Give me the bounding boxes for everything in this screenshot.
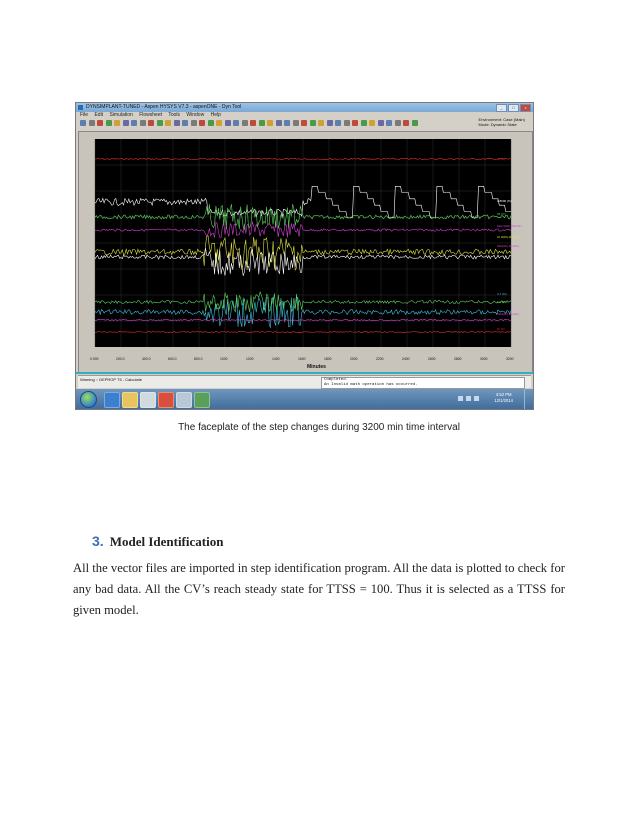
toolbar-button[interactable] (259, 120, 265, 126)
trend-label: Cf 2(00) (lbm/hr) (497, 235, 520, 239)
toolbar-button[interactable] (403, 120, 409, 126)
trend-label: 0.8000 (%) (497, 199, 512, 203)
toolbar-button[interactable] (284, 120, 290, 126)
toolbar-button[interactable] (123, 120, 129, 126)
log-line: Completed. (324, 378, 349, 382)
x-tick-label: 1600 (298, 357, 306, 361)
x-tick-label: 1000 (220, 357, 228, 361)
figure-caption: The faceplate of the step changes during 3200 min time interval (178, 422, 460, 433)
menu-edit[interactable]: Edit (94, 112, 104, 118)
toolbar-button[interactable] (412, 120, 418, 126)
toolbar-button[interactable] (361, 120, 367, 126)
toolbar-button[interactable] (233, 120, 239, 126)
toolbar-button[interactable] (344, 120, 350, 126)
toolbar-button[interactable] (335, 120, 341, 126)
start-button[interactable] (80, 391, 97, 408)
menu-tools[interactable]: Tools (168, 112, 181, 118)
document-icon[interactable] (176, 392, 192, 408)
x-tick-label: 1800 (324, 357, 332, 361)
x-tick-label: 1200 (246, 357, 254, 361)
x-tick-label: 2000 (350, 357, 358, 361)
environment-case: Environment: Case (Main) (478, 117, 525, 122)
tray-volume-icon[interactable] (474, 396, 479, 401)
media-player-icon[interactable] (140, 392, 156, 408)
close-button[interactable]: × (520, 104, 531, 112)
x-axis-label: Minutes (307, 364, 326, 370)
folder-icon[interactable] (122, 392, 138, 408)
x-tick-label: 2600 (428, 357, 436, 361)
menu-simulation[interactable]: Simulation (109, 112, 133, 118)
x-tick-label: 0.000 (90, 357, 99, 361)
toolbar-button[interactable] (140, 120, 146, 126)
toolbar-button[interactable] (386, 120, 392, 126)
windows-taskbar (76, 389, 533, 409)
environment-info (479, 117, 525, 127)
minimize-button[interactable]: _ (496, 104, 507, 112)
toolbar-button[interactable] (191, 120, 197, 126)
message-log (321, 377, 525, 389)
toolbar-button[interactable] (157, 120, 163, 126)
toolbar-button[interactable] (293, 120, 299, 126)
trend-label: Mwt(00) (lbm/hr) (497, 312, 520, 316)
strip-chart-panel (78, 131, 533, 373)
clock-date: 12/1/2014 (494, 398, 513, 403)
menu-bar (76, 112, 533, 119)
toolbar-button[interactable] (208, 120, 214, 126)
trend-label: 65 (%) (497, 212, 506, 216)
section-heading (92, 533, 223, 550)
trend-label: 45 (F) (497, 157, 506, 161)
x-tick-label: 2400 (402, 357, 410, 361)
toolbar-button[interactable] (148, 120, 154, 126)
toolbar-button[interactable] (89, 120, 95, 126)
menu-help[interactable]: Help (210, 112, 221, 118)
trend-label: Mwt(00) (lbm/hr) (497, 244, 520, 248)
toolbar-button[interactable] (182, 120, 188, 126)
toolbar-button[interactable] (97, 120, 103, 126)
toolbar-button[interactable] (106, 120, 112, 126)
x-tick-label: 2800 (454, 357, 462, 361)
horizontal-scrollbar[interactable] (76, 372, 533, 374)
toolbar-button[interactable] (352, 120, 358, 126)
toolbar-button[interactable] (199, 120, 205, 126)
hysys-icon[interactable] (194, 392, 210, 408)
x-tick-label: 800.0 (194, 357, 203, 361)
toolbar-button[interactable] (80, 120, 86, 126)
app-icon (78, 105, 83, 110)
menu-window[interactable]: Window (186, 112, 205, 118)
menu-file[interactable]: File (80, 112, 89, 118)
environment-mode: Mode: Dynamic State (478, 122, 517, 127)
menu-flowsheet[interactable]: Flowsheet (139, 112, 163, 118)
toolbar-button[interactable] (267, 120, 273, 126)
x-tick-label: 600.0 (168, 357, 177, 361)
x-tick-label: 3200 (506, 357, 514, 361)
section-title: Model Identification (109, 534, 224, 549)
show-desktop-button[interactable] (524, 389, 533, 409)
window-title: DYNSIMPLANT-TUNED - Aspen HYSYS V7.3 - aspenONE - Dyn Tool (86, 104, 242, 110)
toolbar-button[interactable] (301, 120, 307, 126)
window-titlebar (76, 103, 533, 112)
toolbar-button[interactable] (216, 120, 222, 126)
body-paragraph: All the vector files are imported in step identification program. All the data is plotted to check for any bad data. All the CV’s reach steady state for TTSS = 100. Thus it is selected as a TTSS for given model. (73, 561, 565, 617)
toolbar-button[interactable] (242, 120, 248, 126)
x-tick-label: 1400 (272, 357, 280, 361)
status-bar (78, 375, 531, 388)
x-tick-label: 200.0 (116, 357, 125, 361)
toolbar-button[interactable] (174, 120, 180, 126)
x-tick-label: 2200 (376, 357, 384, 361)
warning-message: Warning :: DEPROP T5 - Calculate (80, 377, 142, 382)
toolbar-button[interactable] (395, 120, 401, 126)
strip-chart (79, 132, 532, 372)
tray-flag-icon[interactable] (458, 396, 463, 401)
x-tick-label: 400.0 (142, 357, 151, 361)
maximize-button[interactable]: □ (508, 104, 519, 112)
toolbar-button[interactable] (114, 120, 120, 126)
toolbar (76, 119, 436, 128)
toolbar-button[interactable] (369, 120, 375, 126)
trend-label: Pr (F) (497, 327, 505, 331)
toolbar-button[interactable] (131, 120, 137, 126)
toolbar-button[interactable] (250, 120, 256, 126)
toolbar-button[interactable] (318, 120, 324, 126)
tray-network-icon[interactable] (466, 396, 471, 401)
section-number: 3. (92, 533, 104, 549)
toolbar-button[interactable] (327, 120, 333, 126)
clock-time: 4:52 PM (495, 392, 512, 397)
toolbar-button[interactable] (225, 120, 231, 126)
log-line: An Invalid math operation has occurred. (324, 382, 418, 387)
ie-icon[interactable] (104, 392, 120, 408)
toolbar-button[interactable] (310, 120, 316, 126)
system-clock[interactable] (494, 392, 513, 404)
trend-label: 1.0 (%) (497, 300, 507, 304)
chrome-icon[interactable] (158, 392, 174, 408)
x-tick-label: 3000 (480, 357, 488, 361)
toolbar-button[interactable] (378, 120, 384, 126)
toolbar-button[interactable] (276, 120, 282, 126)
trend-label: 4.7 (%) (497, 292, 507, 296)
trend-label: Mwt 6(00) (lbm/hr) (497, 224, 522, 228)
application-screenshot (75, 102, 534, 410)
toolbar-button[interactable] (165, 120, 171, 126)
